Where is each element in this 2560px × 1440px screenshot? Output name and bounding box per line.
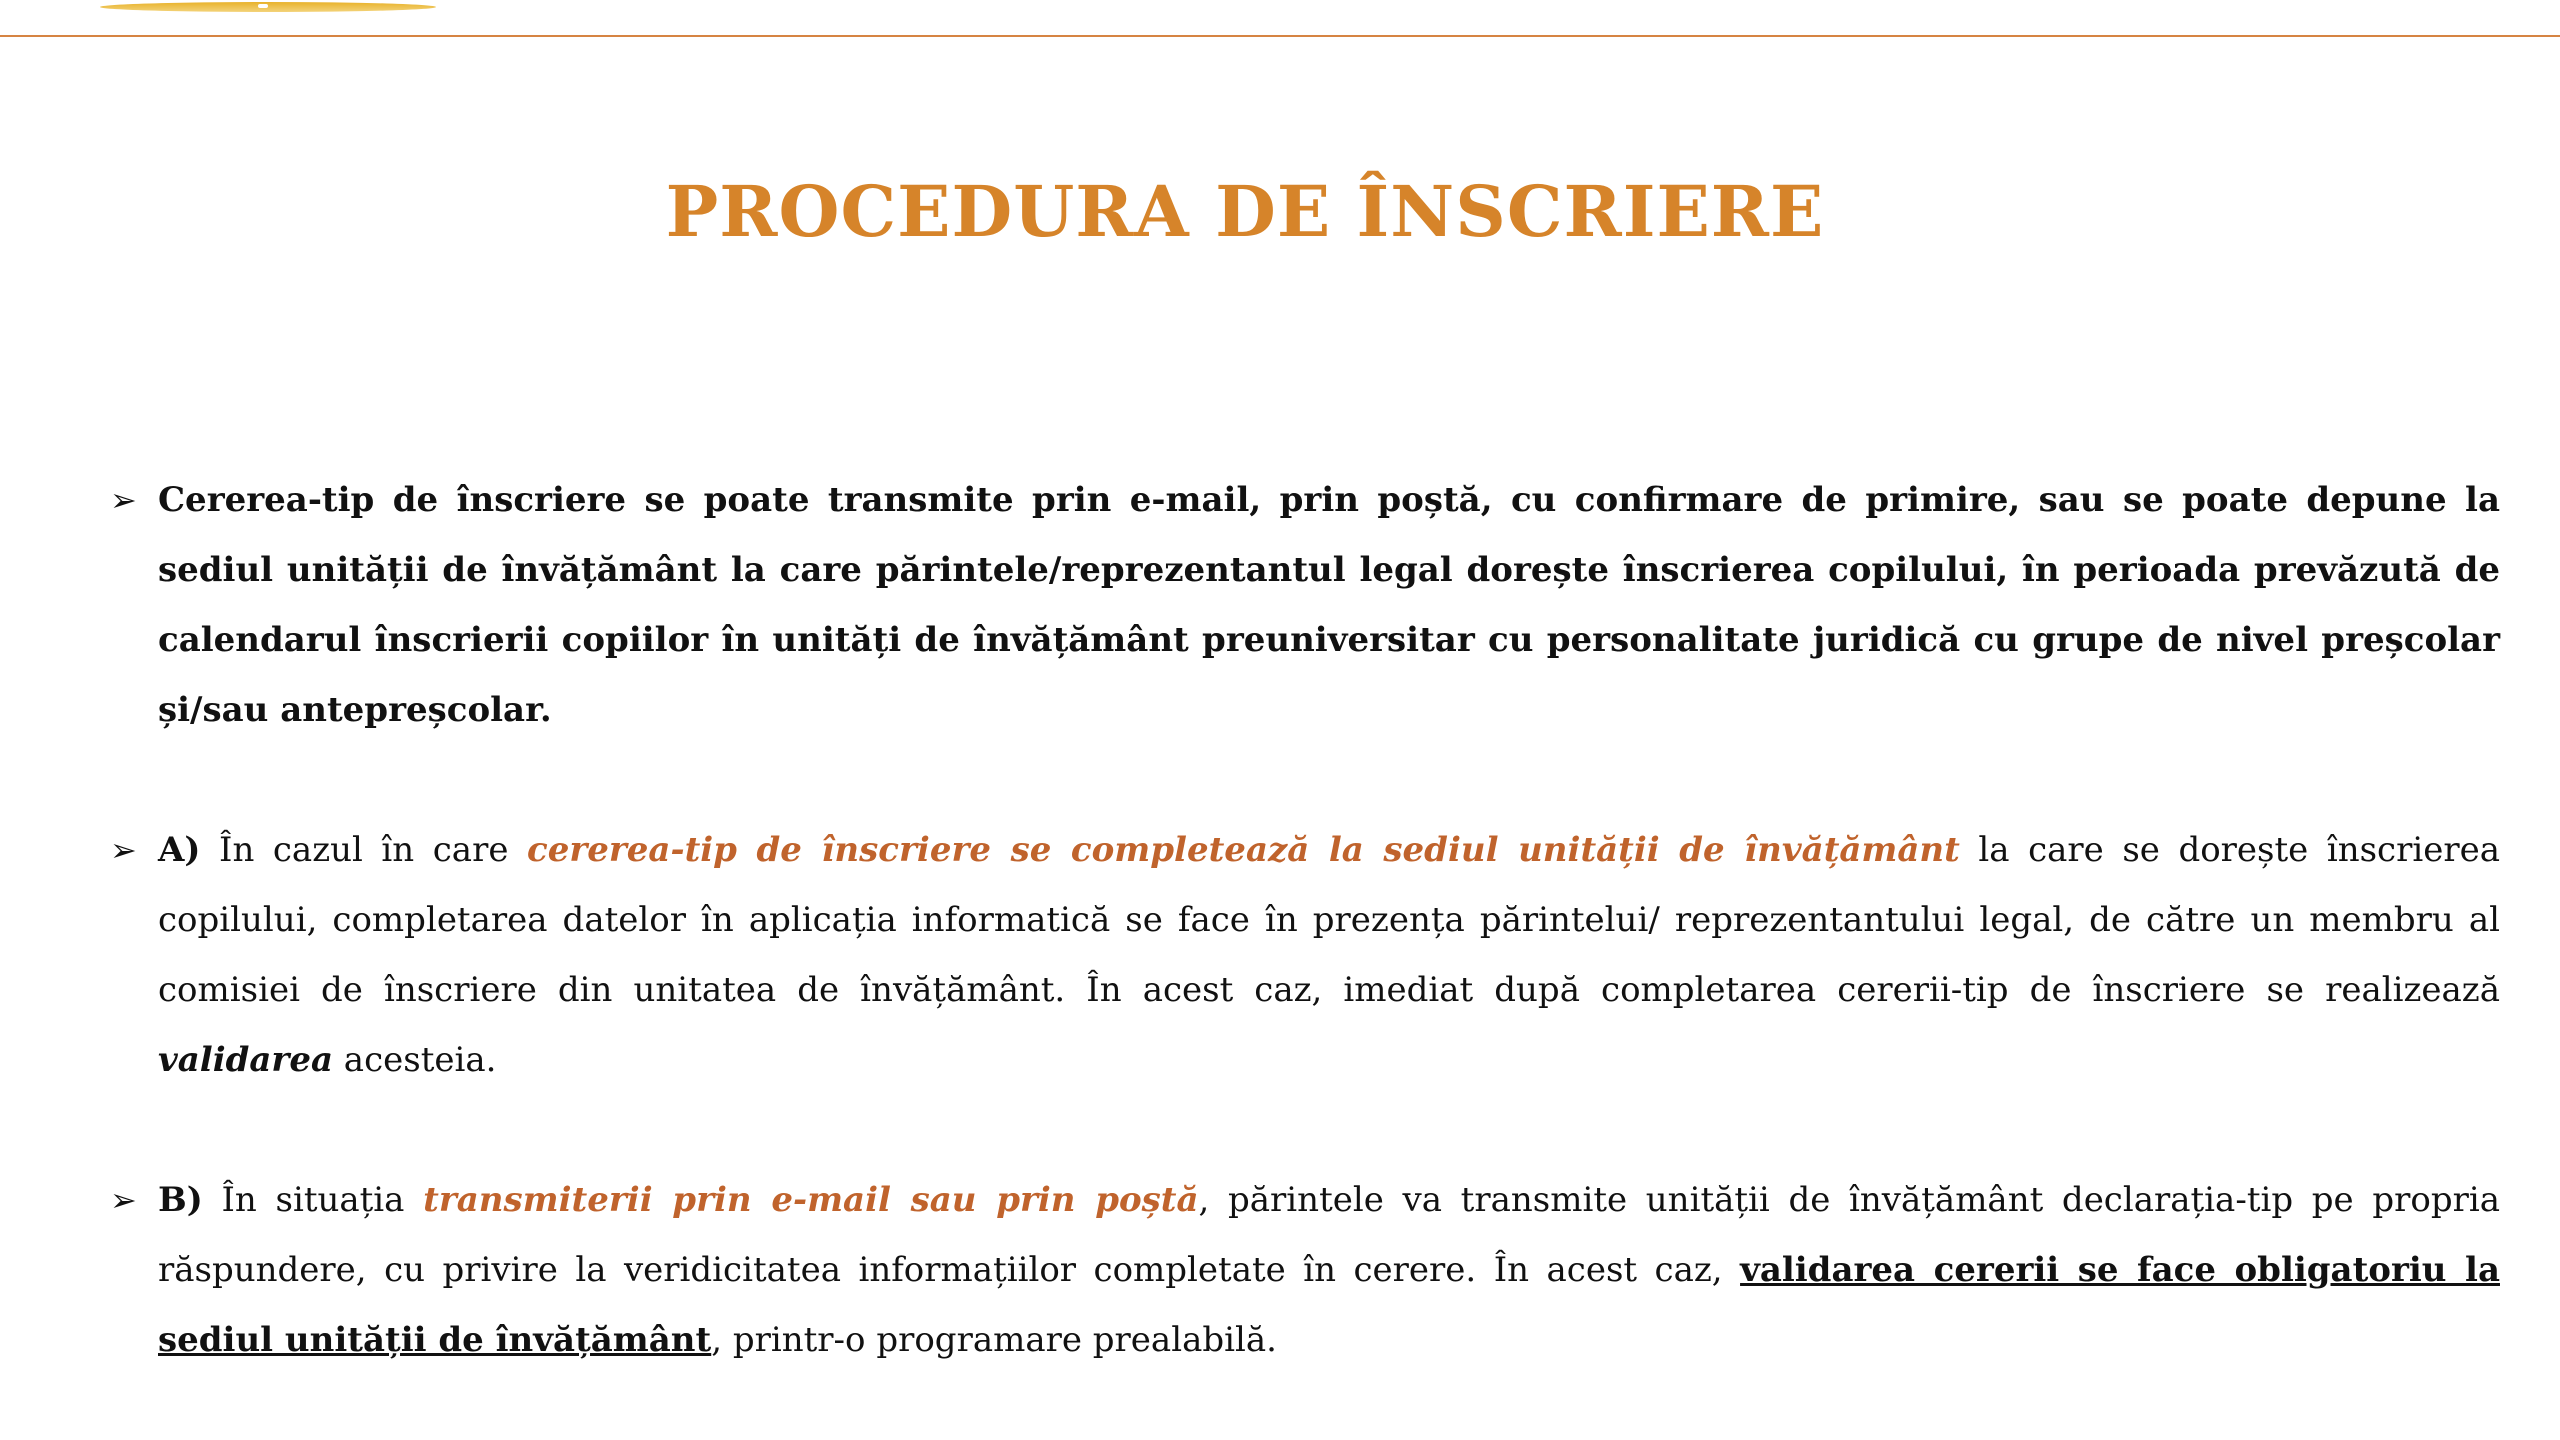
option-b-highlight: transmiterii prin e-mail sau prin poștă [423, 1180, 1199, 1220]
option-a-highlight: cererea-tip de înscriere se completează la sediul unității de învățământ [527, 830, 1960, 870]
bullet-list [110, 465, 2500, 1440]
option-b-body: , părintele va transmite unității de învățământ declarația-tip pe propria răspundere, cu privire la veridicitatea informațiilor completate în cerere. În acest caz, [158, 1180, 2500, 1290]
option-b-label: B) [158, 1180, 203, 1220]
arrowhead-bullet-icon: ➢ [110, 1181, 137, 1219]
arrowhead-bullet-icon: ➢ [110, 831, 137, 869]
bullet-item-option-b [110, 1165, 2500, 1375]
submission-text: Cererea-tip de înscriere se poate transmite prin e-mail, prin poștă, cu confirmare de primire, sau se poate depune la sediul unității de învățământ la care părintele/reprezentantul legal dorește înscrierea copilului, în perioada prevăzută de calendarul înscrierii copiilor în unități de învățământ preuniversitar cu personalitate juridică cu grupe de nivel preșcolar și/sau antepreșcolar. [158, 480, 2500, 730]
top-decoration-ribbon [100, 2, 436, 12]
header-rule [0, 35, 2560, 37]
bullet-item-submission [110, 465, 2500, 745]
option-a-intro: În cazul în care [200, 830, 527, 870]
option-a-end: acesteia. [333, 1040, 497, 1080]
bullet-item-option-a [110, 815, 2500, 1095]
top-decoration-dot [258, 4, 268, 8]
option-b-intro: În situația [202, 1180, 424, 1220]
option-a-emphasis: validarea [158, 1040, 333, 1080]
arrowhead-bullet-icon: ➢ [110, 481, 137, 519]
option-a-body: la care se dorește înscrierea copilului, completarea datelor în aplicația informatică se face în prezența părintelui/ reprezentantului legal, de către un membru al comisiei de înscriere din unitatea de învățământ. În acest caz, imediat după completarea cererii-tip de înscriere se realizează [158, 830, 2500, 1010]
option-a-label: A) [158, 830, 201, 870]
option-b-underlined: validarea cererii se face obligatoriu la sediul unității de învățământ [158, 1250, 2500, 1360]
option-b-end: , printr-o programare prealabilă. [711, 1320, 1277, 1360]
slide-title: PROCEDURA DE ÎNSCRIERE [665, 170, 1825, 253]
